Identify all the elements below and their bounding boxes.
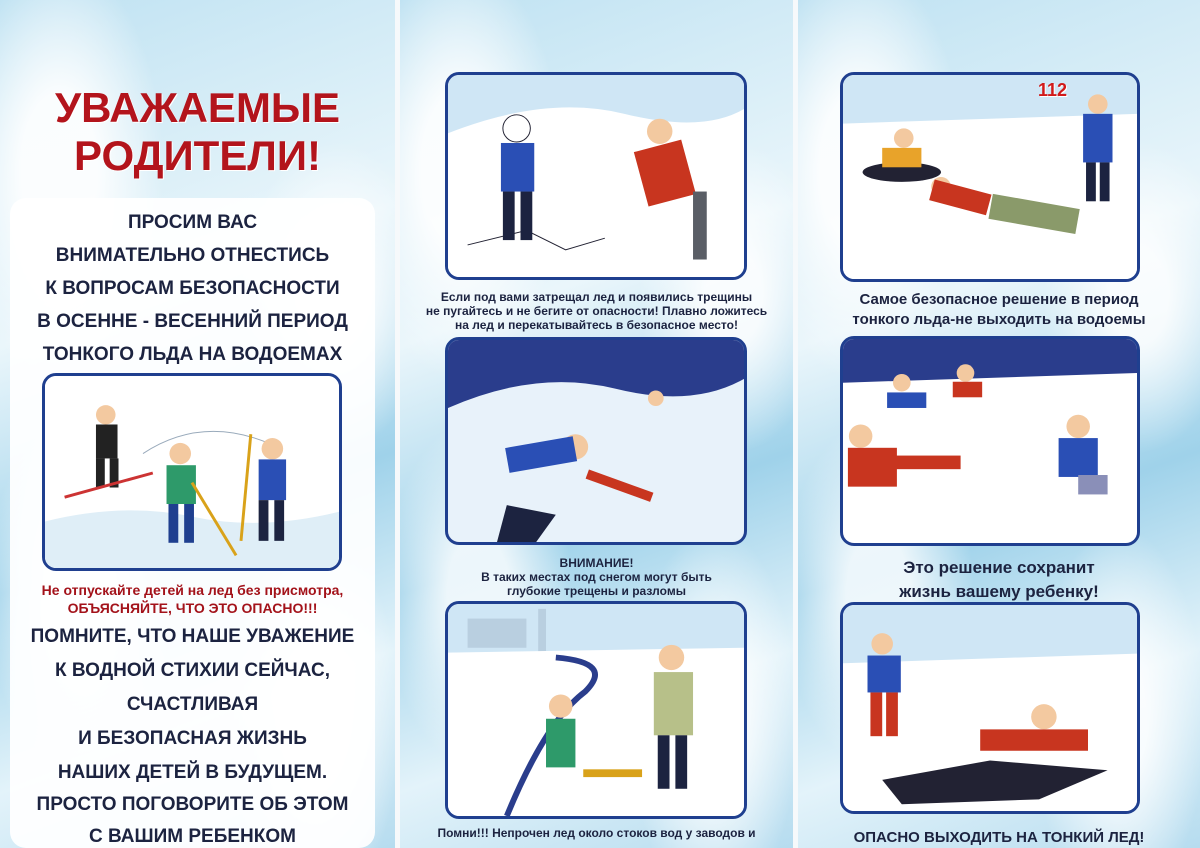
caption-line: не пугайтесь и не бегите от опасности! Плавно ложитесь xyxy=(425,304,768,318)
caption-line: Помни!!! Непрочен лед около стоков вод у заводов и xyxy=(437,826,756,840)
caption-line: В таких местах под снегом могут быть xyxy=(481,570,712,584)
outro-line: К ВОДНОЙ СТИХИИ СЕЙЧАС, xyxy=(54,660,331,681)
caption-line: жизнь вашему ребенку! xyxy=(899,582,1099,601)
intro-line: В ОСЕННЕ - ВЕСЕННИЙ ПЕРИОД xyxy=(37,311,348,332)
outro-line: НАШИХ ДЕТЕЙ В БУДУЩЕМ. xyxy=(57,762,328,783)
emergency-number-badge: 112 xyxy=(1038,80,1068,100)
caption-line: Это решение сохранит xyxy=(903,558,1095,577)
intro-line: ВНИМАТЕЛЬНО ОТНЕСТИСЬ xyxy=(55,245,330,266)
outro-line: И БЕЗОПАСНАЯ ЖИЗНЬ xyxy=(78,728,307,749)
outro-line: С ВАШИМ РЕБЕНКОМ xyxy=(89,826,296,847)
caption-title: ВНИМАНИЕ! xyxy=(559,556,634,570)
intro-line: К ВОПРОСАМ БЕЗОПАСНОСТИ xyxy=(45,278,340,299)
right-panel xyxy=(798,0,1200,848)
caption-line: глубокие трещены и разломы xyxy=(507,584,686,598)
middle-panel xyxy=(400,0,793,848)
headline-line-2: РОДИТЕЛИ! xyxy=(74,132,321,179)
intro-line: ПРОСИМ ВАС xyxy=(127,212,258,233)
outro-line: СЧАСТЛИВАЯ xyxy=(126,694,259,715)
intro-line: ТОНКОГО ЛЬДА НА ВОДОЕМАХ xyxy=(42,344,343,365)
illustration-cracking-ice xyxy=(445,72,747,280)
caption-line: Самое безопасное решение в период xyxy=(859,291,1139,308)
outro-line: ПОМНИТЕ, ЧТО НАШЕ УВАЖЕНИЕ xyxy=(30,626,355,647)
headline-line-1: УВАЖАЕМЫЕ xyxy=(54,84,341,131)
outro-line: ПРОСТО ПОГОВОРИТЕ ОБ ЭТОМ xyxy=(36,794,349,815)
illustration-factory-runoff xyxy=(445,601,747,819)
caption-line: тонкого льда-не выходить на водоемы xyxy=(852,311,1146,328)
caption-line: на лед и перекатывайтесь в безопасное место! xyxy=(455,318,738,332)
illustration-kids-skating xyxy=(840,336,1140,546)
warning-line: ОБЪЯСНЯЙТЕ, ЧТО ЭТО ОПАСНО!!! xyxy=(67,600,318,616)
illustration-ice-rescue xyxy=(840,72,1140,282)
illustration-kids-hockey xyxy=(42,373,342,571)
left-panel xyxy=(0,0,395,848)
warning-line: Не отпускайте детей на лед без присмотра, xyxy=(41,582,344,598)
caption-line: ОПАСНО ВЫХОДИТЬ НА ТОНКИЙ ЛЕД! xyxy=(853,829,1145,846)
illustration-child-through-ice xyxy=(840,602,1140,814)
illustration-fallen-sled xyxy=(445,337,747,545)
caption-line: Если под вами затрещал лед и появились трещины xyxy=(440,290,753,304)
